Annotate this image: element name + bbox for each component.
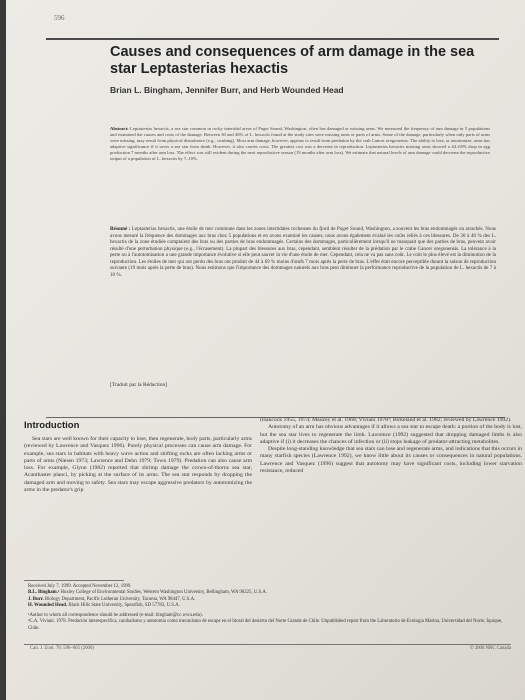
abstract — [110, 126, 490, 163]
abstract-label: Abstract: — [110, 126, 129, 131]
received-dates: Received July 7, 1999. Accepted November 12, 1999. — [28, 584, 132, 589]
header-rule — [46, 38, 499, 40]
translation-note: [Traduit par la Rédaction] — [110, 382, 168, 388]
affiliation-text: Black Hills State University, Spearfish, SD 57783, U.S.A. — [68, 602, 180, 608]
reference-note: ²C.A. Viviani. 1978. Predación interespecífica, canibalismo y autotomía como mecanismo de escape en el litoral del desierto del Norte Grande de Chile. Unpublished report from the Laboratorio de Ecología Marina, Universidad del Norte, Iquique, Chile. — [28, 619, 503, 631]
copyright-notice: © 2000 NRC Canada — [469, 646, 511, 651]
author-name: H. Wounded Head. — [28, 602, 68, 608]
author-name: J. Burr. — [28, 596, 44, 602]
journal-citation: Can. J. Zool. 78: 596–605 (2000) — [30, 646, 94, 651]
author-affiliation — [28, 603, 508, 609]
intro-paragraph-knowledge: Despite long-standing knowledge that sea stars can lose and regenerate arms, and indications that this occurs in many starfish species (Lawrence 1992), we know little about its causes or consequences in natural populations. Lawrence and Vasquez (1996) suggest that autotomy may have significant costs, including lower starvation resistance, reduced — [260, 446, 522, 475]
journal-page — [6, 0, 525, 700]
article-title: Causes and consequences of arm damage in the sea star Leptasterias hexactis — [110, 44, 475, 77]
footer-rule — [24, 644, 511, 645]
right-column — [260, 417, 522, 475]
affiliation-text: Huxley College of Environmental Studies, Western Washington University, Bellingham, WA 98225, U.S.A. — [60, 590, 267, 596]
left-column — [24, 436, 252, 494]
intro-paragraph: Sea stars are well known for their capacity to lose, then regenerate, body parts, particularly arms (reviewed by Lawrence and Vasquez 1996). Purely physical processes can cause arm damage. For example, sea stars in habitats with heavy wave action and shifting rocks are often lacking arms or parts of arms (Niesen 1973; Lawrence and Dehn 1979; Town 1979). Predation can also cause arm loss. For example, Glynn (1982) reported that shrimp damage the crown-of-thorns sea star, Acanthaster planci, by picking at the surface of its arms. The sea star responds by dropping the damaged arm and moving to safety. Sea stars may escape aggressive predators by autotomizing the arms in the predator's grip — [24, 436, 252, 494]
intro-citations: (Hancock 1955, 1974; Mauzey et al. 1968; Viviani 1978²; Birkeland et al. 1982; reviewed by Lawrence 1992). — [260, 417, 512, 423]
footnotes — [28, 584, 508, 632]
resume-label: Résumé : — [110, 226, 131, 232]
page-number: 596 — [54, 14, 65, 22]
footnote-rule — [24, 580, 124, 581]
introduction-heading: Introduction — [24, 420, 80, 431]
intro-paragraph-autotomy: Autotomy of an arm has obvious advantages if it allows a sea star to escape death: a portion of the body is lost, but the sea star lives to regenerate the limb. Lawrence (1992) suggested that dropping damaged limbs is also adaptive if (i) it decreases the chances of infection or (ii) stops leakage of predator-attracting metabolites. — [260, 424, 522, 445]
article-authors: Brian L. Bingham, Jennifer Burr, and Herb Wounded Head — [110, 85, 344, 95]
correspondence-note: ¹Author to whom all correspondence should be addressed (e-mail: bingham@cc.wwu.edu). — [28, 613, 203, 619]
resume-text: Leptasterias hexactis, une étoile de mer commune dans les zones intertidales rocheuses du fjord de Puget Sound, Washington, a souvent les bras endommagés ou arrachés. Nous avons mesuré la fréquence des dommages aux bras chez 5 populations et en avons examiné les causes; nous avons également évalué les coûts reliés à ces blessures. De 30 à 46 % des L. hexactis de la zone étudiée comptaient des bras ou des parties de bras endommagés. Certains des dommages, particulièrement lorsqu'il ne manquait que des parties de bras, peuvent avoir résulté d'une perturbation physique (e.g., l'écrasement). La plupart des blessures aux bras, cependant, semblent résulter de la prédation par le crabe Cancer oregonensis. La tolérance à la perte ou à l'autotomisation a une grande importance évolutive si elle peut sauver la vie d'une étoile de mer. Cependant, cela ne va pas sans coût. Le coût le plus élevé est la diminution de la reproduction. Les étoiles de mer qui ont perdu des bras ont produit de 44 à 69 % moins d'œufs 7 mois après la perte de bras. L'effet était encore perceptible durant la saison de reproduction suivante (19 mois après la perte de bras). Nous estimons que l'importance des dommages naturels aux bras peut diminuer la performance reproductive de la population de L. hexactis de 7 à 10 %. — [110, 226, 497, 278]
abstract-text: Leptasterias hexactis, a sea star common in rocky intertidal areas of Puget Sound, Washington, often has damaged or missing arms. We measured the frequency of arm damage in 5 populations and examined the causes and costs of the damage. Between 30 and 46% of L. hexactis found at the study sites were missing arms or parts of arms. Some of the damage, particularly when only parts of arms were missing, may result from physical disturbance (e.g., crushing). Most arm damage, however, appears to result from predation by the crab Cancer oregonensis. The ability to lose, or autotomize, arms has adaptive significance if it saves a sea star from death. However, it also carries costs. The greatest cost was a decrease in reproduction. Leptasterias hexactis missing arms showed a 44–69% drop in egg production 7 months after arm loss. The effect was still evident during the next reproductive season (19 months after arm loss). We estimate that natural levels of arm damage could decrease the reproductive output of a population of L. hexactis by 7–10%. — [110, 126, 490, 162]
affiliation-text: Biology Department, Pacific Lutheran University, Tacoma, WA 98447, U.S.A. — [44, 596, 196, 602]
resume — [110, 226, 496, 278]
author-name: B.L. Bingham.¹ — [28, 590, 60, 596]
